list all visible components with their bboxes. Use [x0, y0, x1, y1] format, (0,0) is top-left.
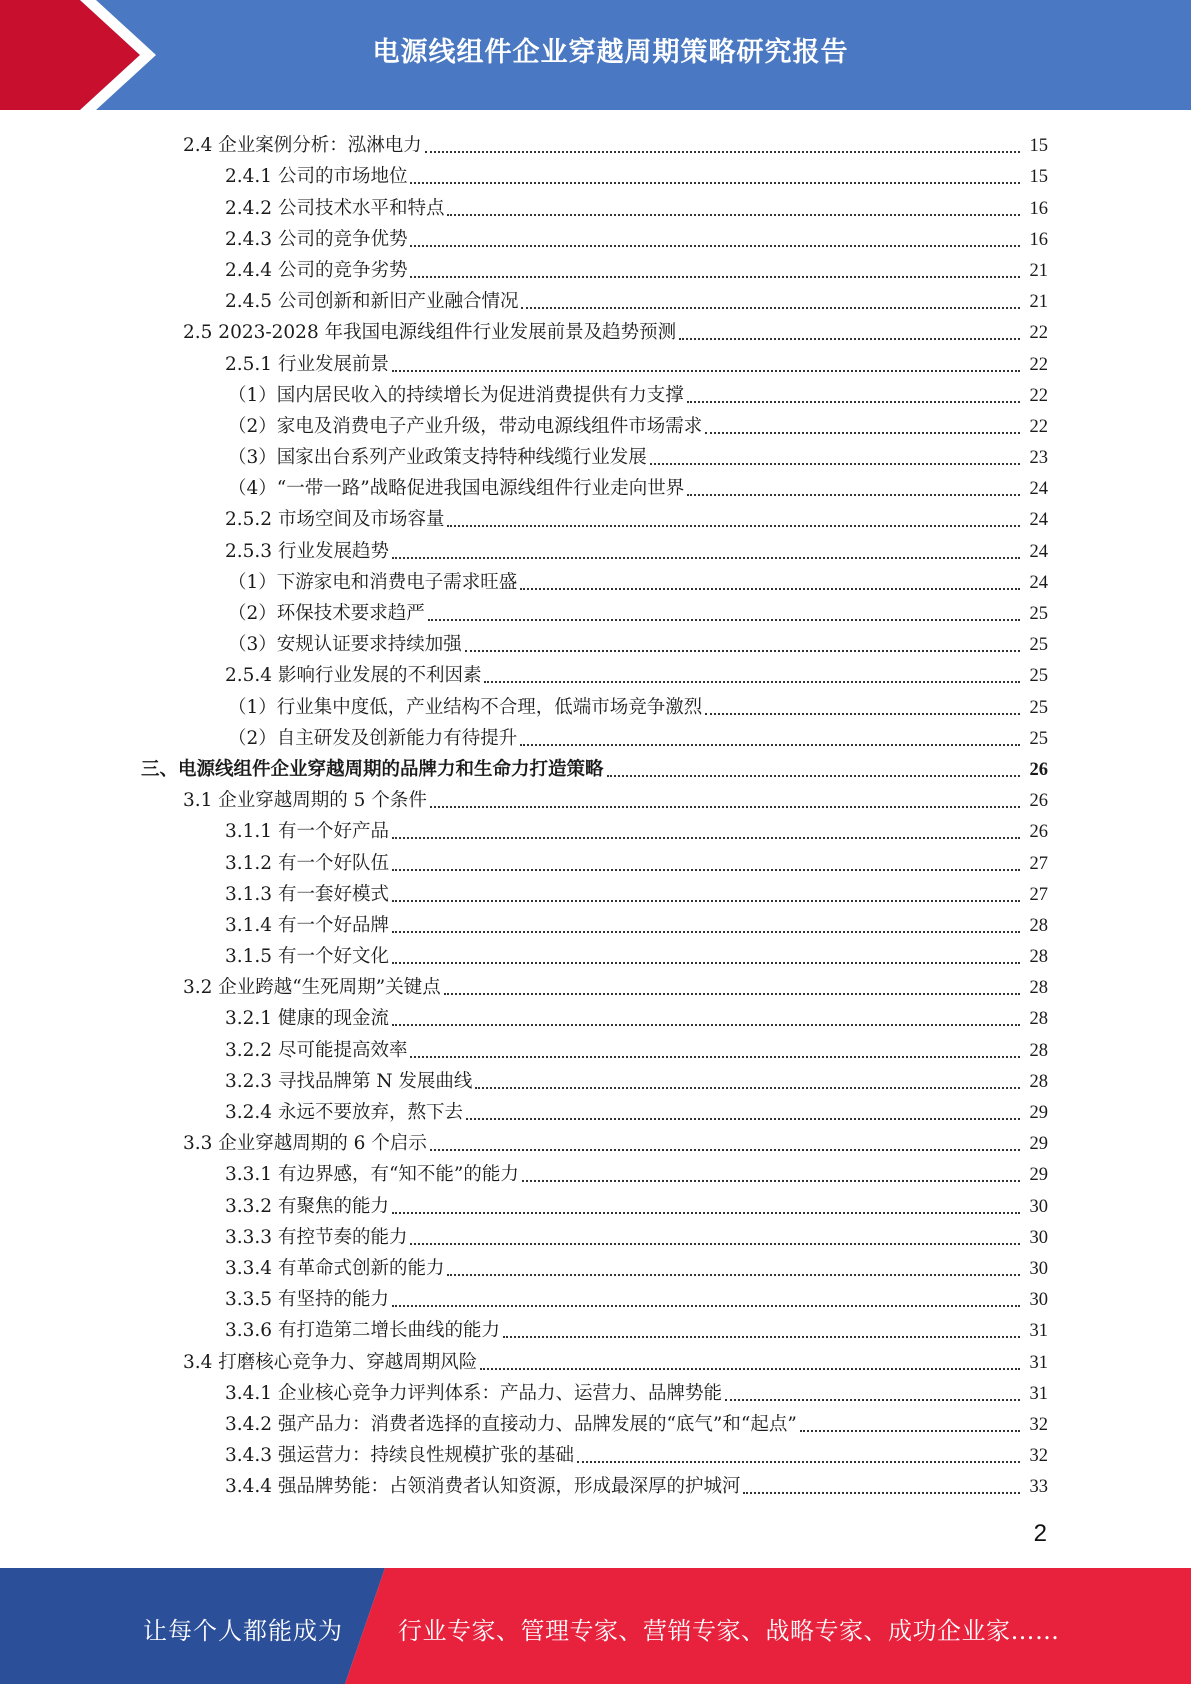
toc-entry[interactable]: [0, 345, 1191, 376]
toc-entry-page: 28: [1029, 978, 1048, 999]
toc-entry-title: 3.3.5 有坚持的能力: [225, 1289, 389, 1311]
toc-dot-leader: [410, 1056, 1020, 1058]
toc-entry-title: 3.3 企业穿越周期的 6 个启示: [183, 1133, 427, 1155]
toc-entry-page: 29: [1029, 1165, 1048, 1186]
toc-entry-page: 24: [1029, 479, 1048, 500]
toc-entry-page: 27: [1029, 853, 1048, 874]
toc-entry-page: 24: [1029, 541, 1048, 562]
toc-entry[interactable]: [0, 595, 1191, 626]
toc-entry[interactable]: [0, 969, 1191, 1000]
toc-entry-page: 31: [1029, 1321, 1048, 1342]
toc-entry-page: 28: [1029, 1009, 1048, 1030]
toc-entry-page: 27: [1029, 884, 1048, 905]
toc-entry-title: 2.5.2 市场空间及市场容量: [225, 509, 445, 531]
toc-entry-page: 25: [1029, 728, 1048, 749]
toc-entry[interactable]: [0, 189, 1191, 220]
toc-dot-leader: [679, 338, 1020, 340]
toc-entry-page: 15: [1029, 167, 1048, 188]
toc-entry-title: 2.5.1 行业发展前景: [225, 353, 389, 375]
toc-entry-title: 三、电源线组件企业穿越周期的品牌力和生命力打造策略: [141, 758, 604, 780]
toc-entry-title: 3.2.1 健康的现金流: [225, 1008, 389, 1030]
toc-dot-leader: [447, 214, 1020, 216]
toc-entry-title: （2）家电及消费电子产业升级，带动电源线组件市场需求: [228, 415, 703, 437]
toc-entry-page: 21: [1029, 292, 1048, 313]
toc-entry[interactable]: [0, 1375, 1191, 1406]
toc-entry[interactable]: [0, 907, 1191, 938]
toc-entry-page: 32: [1029, 1446, 1048, 1467]
toc-entry-page: 31: [1029, 1383, 1048, 1404]
toc-entry[interactable]: [0, 1312, 1191, 1343]
toc-entry-page: 33: [1029, 1477, 1048, 1498]
toc-entry-title: （2）自主研发及创新能力有待提升: [228, 727, 518, 749]
toc-dot-leader: [475, 1087, 1020, 1089]
toc-entry-page: 24: [1029, 510, 1048, 531]
toc-dot-leader: [392, 837, 1020, 839]
toc-entry-title: 3.1.5 有一个好文化: [225, 946, 389, 968]
toc-entry-title: 2.4.4 公司的竞争劣势: [225, 259, 408, 281]
toc-entry[interactable]: [0, 1094, 1191, 1125]
toc-entry-page: 25: [1029, 666, 1048, 687]
toc-dot-leader: [705, 713, 1020, 715]
toc-dot-leader: [410, 245, 1020, 247]
toc-entry-title: 3.3.4 有革命式创新的能力: [225, 1257, 445, 1279]
toc-entry[interactable]: [0, 1250, 1191, 1281]
toc-entry-page: 25: [1029, 697, 1048, 718]
toc-dot-leader: [392, 1212, 1020, 1214]
toc-entry[interactable]: [0, 314, 1191, 345]
header-banner: [0, 0, 1191, 110]
toc-dot-leader: [392, 931, 1020, 933]
toc-entry-page: 30: [1029, 1196, 1048, 1217]
toc-entry[interactable]: [0, 439, 1191, 470]
toc-entry[interactable]: [0, 1219, 1191, 1250]
toc-entry[interactable]: [0, 844, 1191, 875]
toc-entry[interactable]: [0, 751, 1191, 782]
toc-entry-page: 31: [1029, 1352, 1048, 1373]
toc-dot-leader: [447, 1274, 1020, 1276]
toc-entry[interactable]: [0, 127, 1191, 158]
toc-dot-leader: [687, 401, 1020, 403]
toc-entry[interactable]: [0, 1468, 1191, 1499]
toc-entry-title: 3.4.3 强运营力：持续良性规模扩张的基础: [225, 1445, 574, 1467]
toc-entry[interactable]: [0, 252, 1191, 283]
toc-entry-page: 22: [1029, 385, 1048, 406]
toc-entry-title: （4）“一带一路”战略促进我国电源线组件行业走向世界: [228, 478, 685, 500]
toc-entry-title: （1）行业集中度低，产业结构不合理，低端市场竞争激烈: [228, 696, 703, 718]
toc-dot-leader: [725, 1399, 1020, 1401]
toc-dot-leader: [447, 525, 1020, 527]
toc-dot-leader: [466, 1118, 1020, 1120]
toc-dot-leader: [743, 1492, 1020, 1494]
toc-dot-leader: [425, 151, 1020, 153]
toc-dot-leader: [480, 1368, 1020, 1370]
toc-entry[interactable]: [0, 470, 1191, 501]
toc-dot-leader: [521, 307, 1020, 309]
toc-dot-leader: [484, 681, 1020, 683]
toc-entry-title: 2.5.3 行业发展趋势: [225, 540, 389, 562]
toc-dot-leader: [410, 1243, 1020, 1245]
toc-entry-page: 30: [1029, 1258, 1048, 1279]
table-of-contents: [0, 127, 1191, 1499]
toc-entry[interactable]: [0, 1156, 1191, 1187]
toc-entry-title: 3.1.3 有一套好模式: [225, 883, 389, 905]
toc-entry[interactable]: [0, 158, 1191, 189]
toc-entry[interactable]: [0, 1406, 1191, 1437]
toc-entry-title: 3.3.2 有聚焦的能力: [225, 1195, 389, 1217]
toc-dot-leader: [705, 432, 1020, 434]
toc-dot-leader: [392, 557, 1020, 559]
toc-dot-leader: [392, 900, 1020, 902]
toc-dot-leader: [520, 744, 1020, 746]
toc-entry-title: （1）下游家电和消费电子需求旺盛: [228, 571, 518, 593]
toc-entry-title: 3.1 企业穿越周期的 5 个条件: [183, 790, 427, 812]
toc-entry[interactable]: [0, 876, 1191, 907]
toc-entry-title: （1）国内居民收入的持续增长为促进消费提供有力支撑: [228, 384, 684, 406]
toc-dot-leader: [392, 370, 1020, 372]
toc-entry[interactable]: [0, 1125, 1191, 1156]
toc-entry-page: 30: [1029, 1290, 1048, 1311]
toc-dot-leader: [444, 993, 1020, 995]
page-number: 2: [1033, 1520, 1047, 1547]
toc-entry[interactable]: [0, 813, 1191, 844]
toc-entry-page: 32: [1029, 1414, 1048, 1435]
toc-entry[interactable]: [0, 782, 1191, 813]
footer-slogan-left: 让每个人都能成为: [143, 1617, 343, 1645]
toc-dot-leader: [607, 775, 1020, 777]
toc-dot-leader: [392, 1024, 1020, 1026]
toc-entry-title: 3.2.3 寻找品牌第 N 发展曲线: [225, 1070, 473, 1092]
toc-entry[interactable]: [0, 564, 1191, 595]
toc-entry-page: 26: [1029, 759, 1048, 780]
toc-entry-title: 3.2.2 尽可能提高效率: [225, 1039, 408, 1061]
toc-entry[interactable]: [0, 688, 1191, 719]
toc-entry-page: 26: [1029, 791, 1048, 812]
toc-entry-page: 22: [1029, 354, 1048, 375]
toc-entry-title: 3.1.4 有一个好品牌: [225, 914, 389, 936]
toc-dot-leader: [687, 494, 1020, 496]
footer-slogan-right: 行业专家、管理专家、营销专家、战略专家、成功企业家……: [398, 1617, 1060, 1645]
toc-entry[interactable]: [0, 1000, 1191, 1031]
toc-entry-page: 22: [1029, 323, 1048, 344]
toc-entry-title: 2.4.2 公司技术水平和特点: [225, 197, 445, 219]
toc-entry-title: 3.1.2 有一个好队伍: [225, 852, 389, 874]
toc-entry-page: 21: [1029, 260, 1048, 281]
toc-entry-title: 3.4 打磨核心竞争力、穿越周期风险: [183, 1351, 478, 1373]
toc-entry-title: （3）国家出台系列产业政策支持特种线缆行业发展: [228, 447, 647, 469]
toc-dot-leader: [392, 962, 1020, 964]
toc-entry-title: 3.3.1 有边界感，有“知不能”的能力: [225, 1164, 519, 1186]
footer-banner: [0, 1568, 1191, 1684]
toc-entry[interactable]: [0, 1031, 1191, 1062]
toc-dot-leader: [430, 1149, 1020, 1151]
toc-entry-page: 28: [1029, 947, 1048, 968]
toc-dot-leader: [650, 463, 1020, 465]
toc-entry-page: 24: [1029, 572, 1048, 593]
toc-entry-title: （2）环保技术要求趋严: [228, 603, 425, 624]
toc-entry-page: 29: [1029, 1134, 1048, 1155]
toc-entry-page: 22: [1029, 416, 1048, 437]
toc-entry-title: 3.4.1 企业核心竞争力评判体系：产品力、运营力、品牌势能: [225, 1382, 722, 1404]
toc-entry-title: 2.4.5 公司创新和新旧产业融合情况: [225, 291, 519, 313]
toc-entry[interactable]: [0, 1437, 1191, 1468]
toc-dot-leader: [522, 1180, 1020, 1182]
toc-entry[interactable]: [0, 1187, 1191, 1218]
toc-entry-title: 3.2 企业跨越“生死周期”关键点: [183, 977, 441, 999]
toc-entry-page: 16: [1029, 198, 1048, 219]
toc-entry[interactable]: [0, 408, 1191, 439]
report-title: 电源线组件企业穿越周期策略研究报告: [372, 37, 849, 68]
toc-entry-page: 28: [1029, 1040, 1048, 1061]
toc-entry[interactable]: [0, 221, 1191, 252]
toc-entry[interactable]: [0, 283, 1191, 314]
toc-entry[interactable]: [0, 532, 1191, 563]
toc-dot-leader: [392, 869, 1020, 871]
toc-entry-title: （3）安规认证要求持续加强: [228, 634, 462, 656]
toc-dot-leader: [430, 806, 1020, 808]
toc-entry-page: 29: [1029, 1103, 1048, 1123]
toc-dot-leader: [503, 1336, 1020, 1338]
toc-dot-leader: [392, 1305, 1020, 1307]
toc-entry[interactable]: [0, 720, 1191, 751]
toc-entry-title: 3.3.3 有控节奏的能力: [225, 1226, 408, 1248]
toc-entry-title: 3.1.1 有一个好产品: [225, 821, 389, 843]
toc-dot-leader: [800, 1430, 1020, 1432]
toc-entry-page: 15: [1029, 136, 1048, 157]
toc-entry-title: 2.4.1 公司的市场地位: [225, 166, 408, 188]
toc-entry-page: 23: [1029, 448, 1048, 469]
toc-entry-title: 3.2.4 永远不要放弃，熬下去: [225, 1102, 463, 1123]
toc-entry[interactable]: [0, 501, 1191, 532]
toc-entry-title: 2.4 企业案例分析：泓淋电力: [183, 135, 422, 157]
toc-entry-title: 3.4.2 强产品力：消费者选择的直接动力、品牌发展的“底气”和“起点”: [225, 1413, 797, 1435]
toc-dot-leader: [428, 619, 1020, 621]
toc-dot-leader: [577, 1461, 1020, 1463]
toc-entry-page: 16: [1029, 229, 1048, 250]
toc-entry-page: 28: [1029, 915, 1048, 936]
toc-entry-page: 25: [1029, 635, 1048, 656]
toc-entry[interactable]: [0, 1063, 1191, 1094]
toc-entry-title: 2.5 2023-2028 年我国电源线组件行业发展前景及趋势预测: [183, 322, 677, 344]
toc-entry[interactable]: [0, 1281, 1191, 1312]
toc-entry[interactable]: [0, 1343, 1191, 1374]
toc-entry[interactable]: [0, 626, 1191, 657]
toc-entry-page: 26: [1029, 822, 1048, 843]
toc-entry-title: 3.3.6 有打造第二增长曲线的能力: [225, 1320, 500, 1342]
toc-entry-title: 2.5.4 影响行业发展的不利因素: [225, 665, 482, 687]
toc-entry-title: 2.4.3 公司的竞争优势: [225, 228, 408, 250]
toc-entry[interactable]: [0, 377, 1191, 408]
toc-entry[interactable]: [0, 657, 1191, 688]
toc-entry-page: 28: [1029, 1071, 1048, 1092]
toc-entry-page: 30: [1029, 1227, 1048, 1248]
toc-dot-leader: [465, 650, 1020, 652]
toc-dot-leader: [410, 182, 1020, 184]
toc-entry[interactable]: [0, 938, 1191, 969]
toc-dot-leader: [410, 276, 1020, 278]
toc-entry-title: 3.4.4 强品牌势能：占领消费者认知资源，形成最深厚的护城河: [225, 1476, 741, 1498]
toc-dot-leader: [520, 588, 1020, 590]
toc-entry-page: 25: [1029, 604, 1048, 624]
